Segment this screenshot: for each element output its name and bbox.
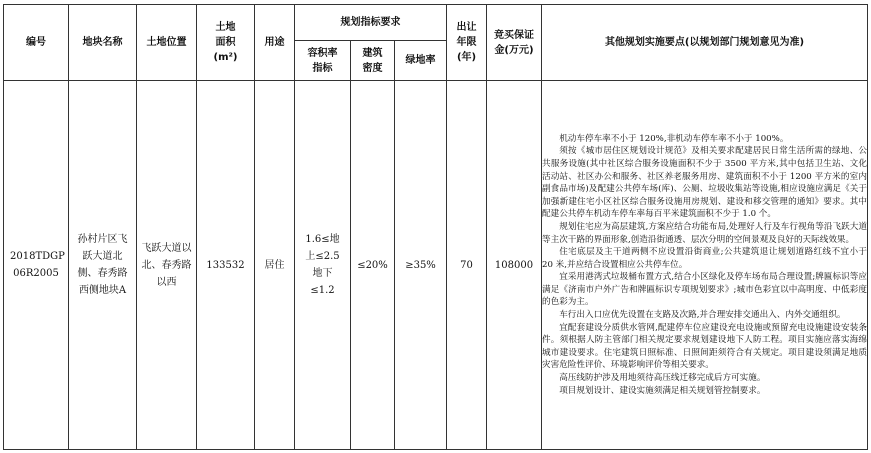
header-code: 编号 <box>4 5 69 81</box>
header-location: 土地位置 <box>137 5 197 81</box>
note-paragraph: 项目规划设计、建设实施须满足相关规划管控制要求。 <box>559 385 766 396</box>
cell-green: ≥35% <box>395 81 447 450</box>
note-paragraph: 宜配套建设分质供水管网,配建停车位应建设充电设施或预留充电设施建设安装条件。须根据人防主管部门相关规定要求规划建设地下人防工程。项目实施应落实海绵城市建设要求。住宅建筑日照标准、日照间距须符合有关规定。项目建设须满足地质灾害危险性评价、环境影响评价等相关要求。 <box>542 322 868 371</box>
cell-area: 133532 <box>197 81 255 450</box>
cell-term: 70 <box>447 81 487 450</box>
note-paragraph: 住宅底层及主干道两侧不应设置沿街商业;公共建筑退让规划道路红线不宜小于 20 米,并应结合设置相应公共停车位。 <box>542 247 868 270</box>
header-density: 建筑密度 <box>351 41 395 81</box>
header-deposit: 竞买保证金(万元) <box>487 5 542 81</box>
header-planning-group: 规划指标要求 <box>295 5 447 41</box>
note-paragraph: 须按《城市居住区规划设计规范》及相关要求配建居民日常生活所需的绿地、公共服务设施(其中社区综合服务设施面积不少于 3500 平方米,其中包括卫生站、文化活动站、社区办公和服务、社区养老服务用房、建筑面积不小于 1200 平方米的室内副食品市场)及配建公共停车场(库)、公厕、垃圾收集站等设施,相应设施应满足《关于加强新建住宅小区社区综合服务设施用房规划、建设和移交管理的通知》要求。其中配建公共停车机动车停车率每百平米建筑面积不少于 1.0 个。 <box>542 146 868 220</box>
header-far: 容积率指标 <box>295 41 351 81</box>
note-paragraph: 车行出入口应优先设置在支路及次路,并合理安排交通出入、内外交通组织。 <box>559 310 846 321</box>
cell-location: 飞跃大道以北、春秀路以西 <box>137 81 197 450</box>
header-area-label: 土地面积 <box>215 22 236 48</box>
header-use: 用途 <box>255 5 295 81</box>
cell-code: 2018TDGP 06R2005 <box>4 81 69 450</box>
cell-use: 居住 <box>255 81 295 450</box>
note-paragraph: 高压线防护涉及用地须待高压线迁移完成后方可实施。 <box>559 373 766 384</box>
cell-density: ≤20% <box>351 81 395 450</box>
land-transfer-table <box>3 4 868 450</box>
note-paragraph: 宜采用港湾式垃圾桶布置方式,结合小区绿化及停车场布局合理设置;牌匾标识等应满足《济南市户外广告和牌匾标识专项规划要求》;城市色彩宜以中高明度、中低彩度的色彩为主。 <box>542 272 868 308</box>
header-plot-name: 地块名称 <box>69 5 137 81</box>
note-paragraph: 机动车停车率不小于 120%,非机动车停车率不小于 100%。 <box>559 133 789 144</box>
header-green: 绿地率 <box>395 41 447 81</box>
cell-far: 1.6≤地上≤2.5 地下≤1.2 <box>295 81 351 450</box>
header-other: 其他规划实施要点(以规划部门规划意见为准) <box>542 5 868 81</box>
header-area <box>197 5 255 81</box>
header-area-unit: (m²) <box>213 52 238 63</box>
cell-plot-name: 孙村片区飞跃大道北侧、春秀路西侧地块A <box>69 81 137 450</box>
header-term: 出让年限(年) <box>447 5 487 81</box>
note-paragraph: 规划住宅应为高层建筑,方案应结合功能布局,处理好人行及车行视角等沿飞跃大道等主次干路的界面形象,创造沿街通透、层次分明的空间景观及良好的天际线效果。 <box>542 221 868 245</box>
cell-deposit: 108000 <box>487 81 542 450</box>
cell-notes <box>542 81 868 450</box>
